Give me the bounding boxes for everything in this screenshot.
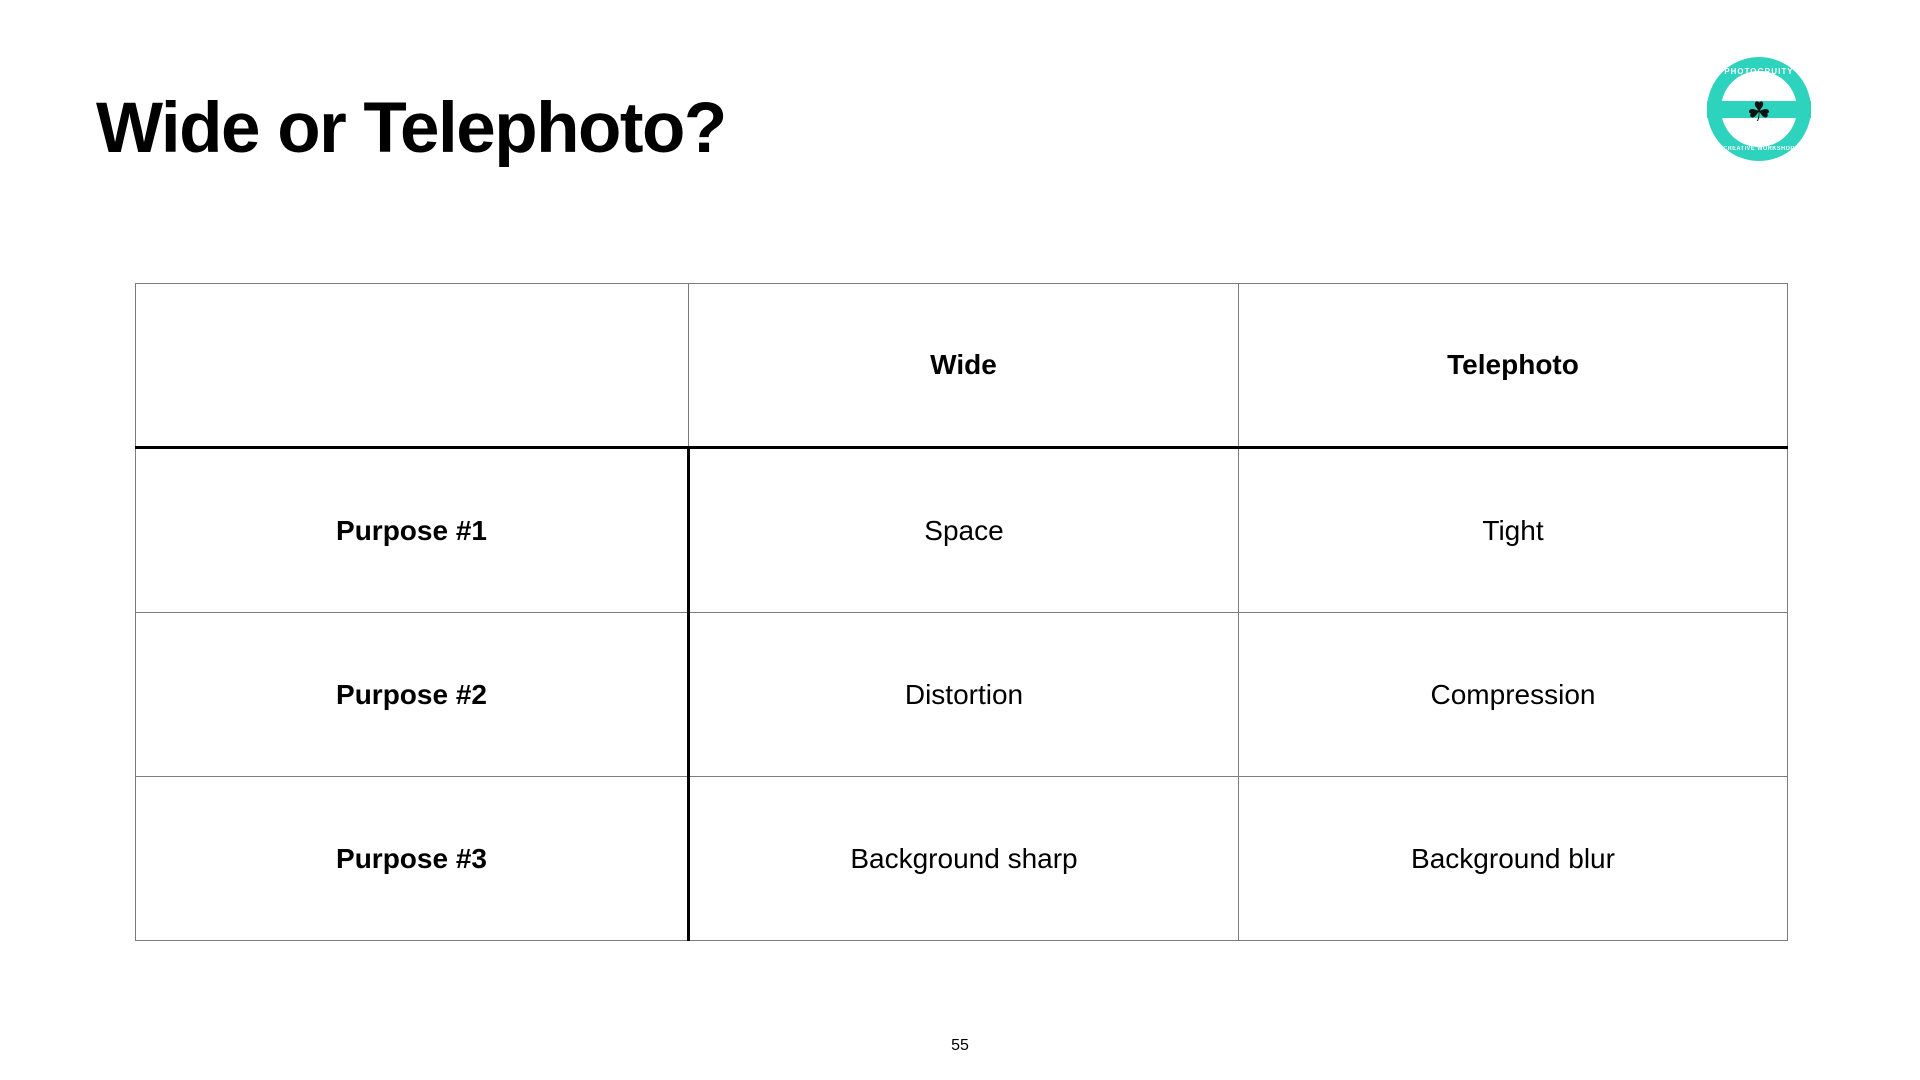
row-label-purpose-2: Purpose #2 <box>136 613 689 777</box>
logo-text-bottom: CREATIVE WORKSHOP <box>1723 146 1795 152</box>
brand-logo <box>1707 57 1811 161</box>
cell-wide-purpose-1: Space <box>689 448 1239 613</box>
table-row <box>136 777 1788 941</box>
cell-telephoto-purpose-3: Background blur <box>1239 777 1788 941</box>
comparison-table <box>135 283 1788 941</box>
cell-telephoto-purpose-1: Tight <box>1239 448 1788 613</box>
cell-wide-purpose-3: Background sharp <box>689 777 1239 941</box>
header-cell-wide: Wide <box>689 284 1239 448</box>
cell-wide-purpose-2: Distortion <box>689 613 1239 777</box>
header-cell-telephoto: Telephoto <box>1239 284 1788 448</box>
row-label-purpose-3: Purpose #3 <box>136 777 689 941</box>
comparison-table-wrapper <box>135 283 1787 941</box>
logo-text-top: PHOTOGRUITY <box>1724 66 1794 76</box>
header-cell-blank <box>136 284 689 448</box>
page-number: 55 <box>951 1037 969 1054</box>
table-header-row <box>136 284 1788 448</box>
table-row <box>136 613 1788 777</box>
table-row <box>136 448 1788 613</box>
cell-telephoto-purpose-2: Compression <box>1239 613 1788 777</box>
tulip-icon: ☘ <box>1746 97 1772 127</box>
row-label-purpose-1: Purpose #1 <box>136 448 689 613</box>
page-title: Wide or Telephoto? <box>96 89 726 168</box>
